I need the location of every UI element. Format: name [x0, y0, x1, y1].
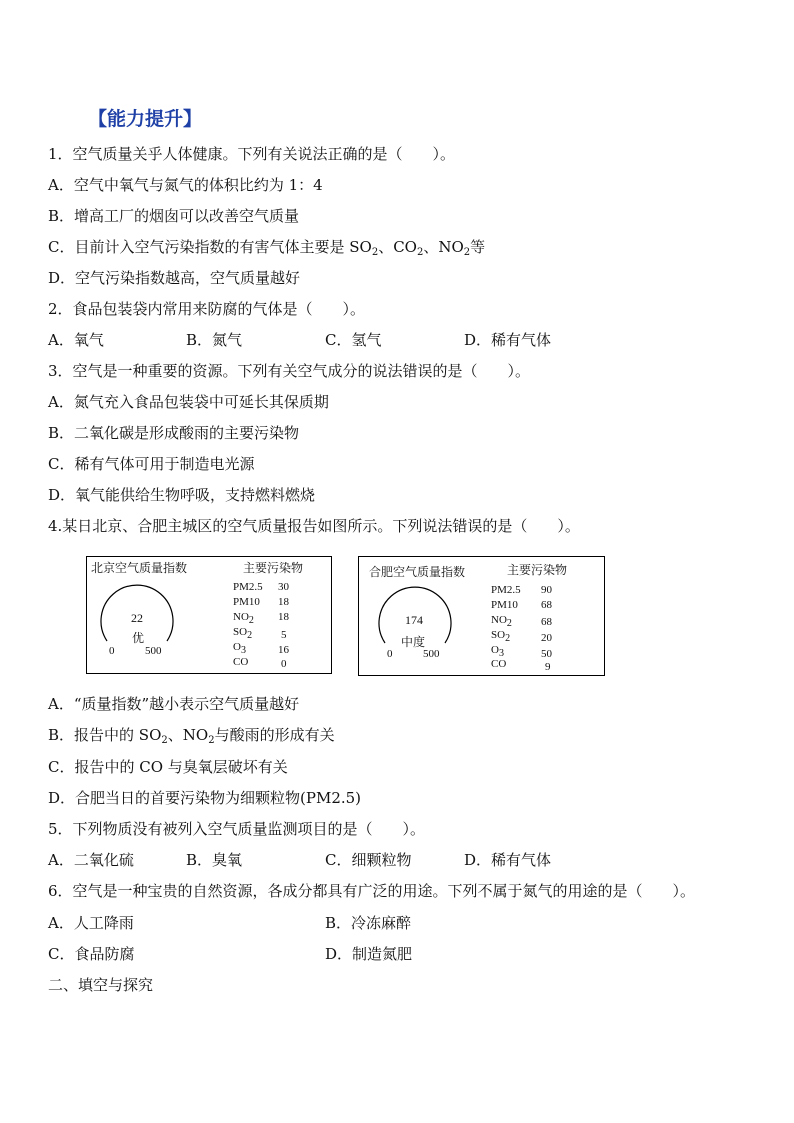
- beijing-pollutants-title: 主要污染物: [243, 561, 304, 575]
- q3-option-d: D．氧气能供给生物呼吸，支持燃料燃烧: [48, 486, 316, 504]
- q1-c-text-4: 等: [470, 238, 486, 256]
- subscript: 2: [371, 247, 379, 258]
- beijing-aqi-level: 优: [132, 631, 145, 645]
- q6-stem: 6．空气是一种宝贵的自然资源，各成分都具有广泛的用途。下列不属于氮气的用途的是（ ）。: [48, 882, 696, 900]
- pollutant-value: 30: [278, 581, 289, 593]
- pollutant-name: PM10: [491, 599, 518, 611]
- section-2-heading: 二、填空与探究: [48, 976, 154, 994]
- q6-option-a: A．人工降雨: [48, 914, 134, 932]
- pollutant-name: PM10: [233, 596, 260, 608]
- pollutant-name: $O_3$: [491, 644, 504, 659]
- q2-stem: 2．食品包装袋内常用来防腐的气体是（ ）。: [48, 300, 366, 318]
- beijing-aqi-value: 22: [131, 611, 143, 625]
- hefei-scale-max: 500: [423, 648, 440, 660]
- q1-c-text-2: 、CO: [378, 238, 417, 256]
- pollutant-value: 68: [541, 616, 552, 628]
- q5-stem: 5．下列物质没有被列入空气质量监测项目的是（ ）。: [48, 820, 426, 838]
- q4-b-text-2: 、NO: [167, 726, 209, 744]
- pollutant-name: PM2.5: [233, 581, 263, 593]
- q1-option-d: D．空气污染指数越高，空气质量越好: [48, 269, 301, 287]
- q4-b-text-1: B．报告中的 SO: [48, 726, 162, 744]
- q2-option-d: D．稀有气体: [464, 331, 552, 349]
- subscript: 2: [208, 735, 215, 746]
- q3-option-c: C．稀有气体可用于制造电光源: [48, 455, 255, 473]
- beijing-scale-min: 0: [109, 645, 115, 657]
- q1-c-text-1: C．目前计入空气污染指数的有害气体主要是 SO: [48, 238, 372, 256]
- hefei-aqi-value: 174: [405, 613, 423, 627]
- q5-option-a: A．二氧化硫: [48, 851, 134, 869]
- beijing-scale-max: 500: [145, 645, 162, 657]
- pollutant-value: 18: [278, 596, 289, 608]
- q1-c-text-3: 、NO: [423, 238, 464, 256]
- q1-stem: 1．空气质量关乎人体健康。下列有关说法正确的是（ ）。: [48, 145, 456, 163]
- q1-option-b: B．增高工厂的烟囱可以改善空气质量: [48, 207, 300, 225]
- q2-option-b: B．氮气: [186, 331, 243, 349]
- beijing-aqi-report: [86, 556, 332, 674]
- q6-option-d: D．制造氮肥: [325, 945, 413, 963]
- q3-stem: 3．空气是一种重要的资源。下列有关空气成分的说法错误的是（ ）。: [48, 362, 531, 380]
- pollutant-name: $NO_2$: [233, 611, 254, 626]
- pollutant-value: 20: [541, 632, 552, 644]
- q6-option-b: B．冷冻麻醉: [325, 914, 412, 932]
- q5-option-c: C．细颗粒物: [325, 851, 412, 869]
- subscript: 2: [416, 247, 424, 258]
- subscript: 2: [161, 735, 168, 746]
- pollutant-value: 18: [278, 611, 289, 623]
- q3-option-b: B．二氧化碳是形成酸雨的主要污染物: [48, 424, 300, 442]
- q4-option-d: D．合肥当日的首要污染物为细颗粒物(PM2.5): [48, 789, 362, 807]
- pollutant-value: 90: [541, 584, 552, 596]
- pollutant-name: $NO_2$: [491, 614, 512, 629]
- q6-option-c: C．食品防腐: [48, 945, 135, 963]
- pollutant-name: PM2.5: [491, 584, 521, 596]
- pollutant-value: 5: [281, 629, 287, 641]
- q4-stem: 4.某日北京、合肥主城区的空气质量报告如图所示。下列说法错误的是（ ）。: [48, 517, 580, 535]
- q2-option-a: A．氧气: [48, 331, 104, 349]
- q4-option-c: C．报告中的 CO 与臭氧层破坏有关: [48, 758, 288, 776]
- subscript: 2: [463, 247, 471, 258]
- pollutant-name: $O_3$: [233, 641, 246, 656]
- hefei-pollutants-title: 主要污染物: [507, 563, 568, 577]
- section-title: 【能力提升】: [88, 108, 203, 130]
- pollutant-value: 16: [278, 644, 289, 656]
- q3-option-a: A．氮气充入食品包装袋中可延长其保质期: [48, 393, 329, 411]
- pollutant-name: $SO_2$: [491, 629, 511, 644]
- hefei-aqi-level: 中度: [401, 635, 426, 649]
- pollutant-name: CO: [233, 656, 249, 668]
- q5-option-b: B．臭氧: [186, 851, 243, 869]
- hefei-report-title: 合肥空气质量指数: [369, 565, 466, 579]
- q1-option-c: [48, 237, 485, 257]
- pollutant-name: CO: [491, 658, 507, 670]
- pollutant-name: $SO_2$: [233, 626, 253, 641]
- beijing-report-title: 北京空气质量指数: [91, 561, 188, 575]
- q4-b-text-3: 与酸雨的形成有关: [214, 726, 335, 744]
- q2-option-c: C．氢气: [325, 331, 382, 349]
- pollutant-value: 68: [541, 599, 552, 611]
- pollutant-value: 50: [541, 648, 552, 660]
- q5-option-d: D．稀有气体: [464, 851, 552, 869]
- hefei-scale-min: 0: [387, 648, 393, 660]
- q1-option-a: A．空气中氧气与氮气的体积比约为 1：4: [48, 176, 323, 194]
- q4-option-a: A．“质量指数”越小表示空气质量越好: [48, 695, 300, 713]
- q4-option-b: [48, 725, 335, 745]
- hefei-aqi-report: [358, 556, 605, 676]
- pollutant-value: 0: [281, 658, 287, 670]
- pollutant-value: 9: [545, 661, 551, 673]
